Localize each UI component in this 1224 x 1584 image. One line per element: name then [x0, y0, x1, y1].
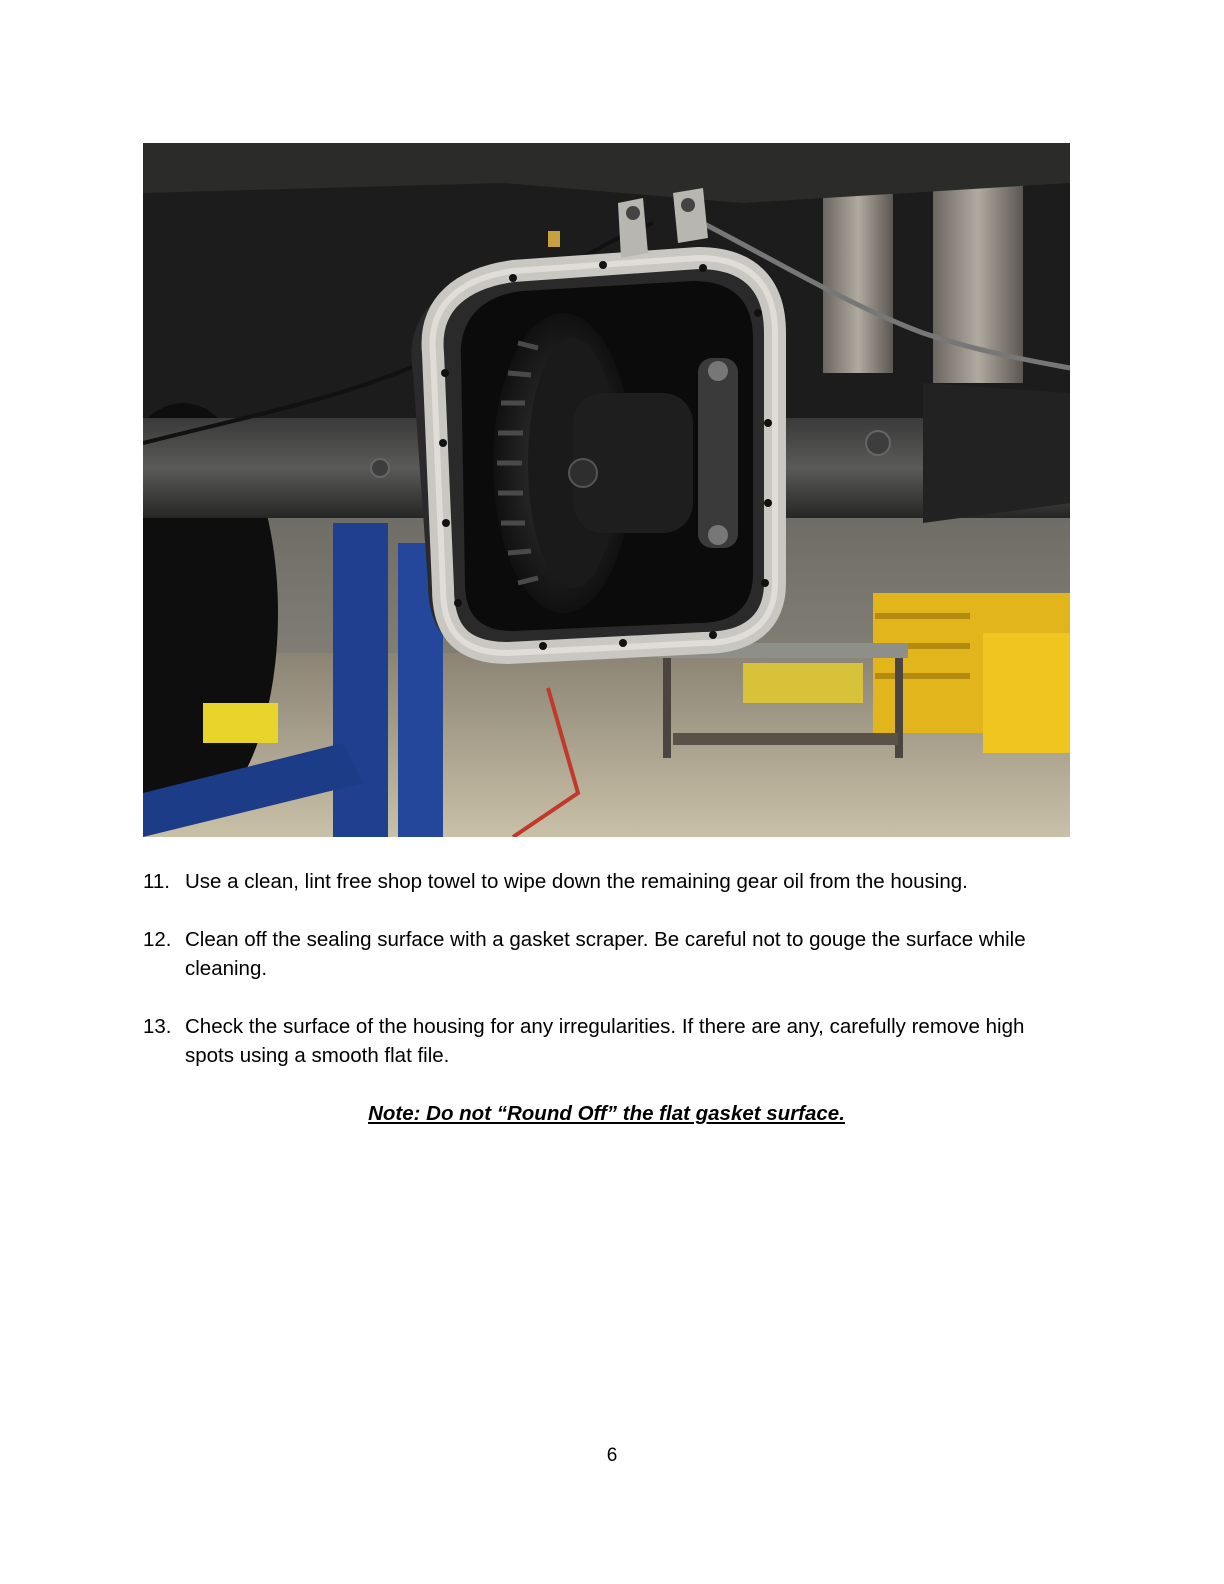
page-number: 6 — [606, 1445, 618, 1466]
step-11 — [143, 867, 1073, 896]
photo-illustration — [143, 143, 1070, 837]
step-12 — [143, 925, 1073, 983]
step-number: 11. — [143, 870, 170, 893]
step-text: Clean off the sealing surface with a gasket scraper. Be careful not to gouge the surface while cleaning. — [185, 928, 1026, 980]
step-number: 13. — [143, 1015, 172, 1038]
step-text: Check the surface of the housing for any irregularities. If there are any, carefully remove high spots using a smooth flat file. — [185, 1015, 1025, 1067]
differential-housing-photo — [143, 143, 1070, 837]
instruction-steps — [143, 867, 1073, 1070]
step-number: 12. — [143, 928, 172, 951]
warning-note: Note: Do not “Round Off” the flat gasket surface. — [368, 1102, 845, 1125]
step-13 — [143, 1012, 1073, 1070]
step-text: Use a clean, lint free shop towel to wipe down the remaining gear oil from the housing. — [185, 870, 968, 893]
